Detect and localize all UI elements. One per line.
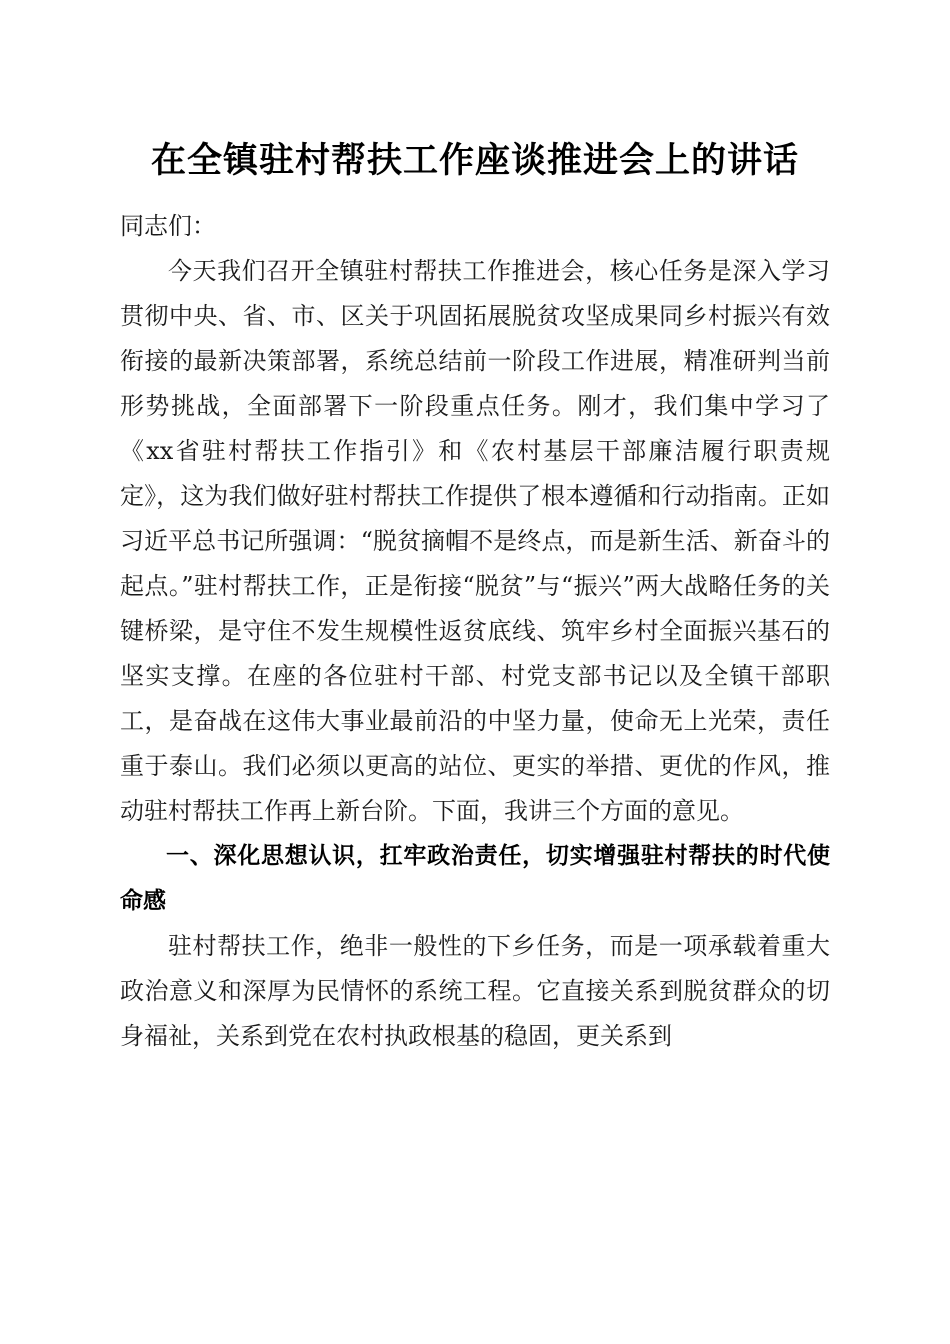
salutation: 同志们： xyxy=(120,212,216,240)
document-body xyxy=(120,204,830,1059)
intro-paragraph: 今天我们召开全镇驻村帮扶工作推进会，核心任务是深入学习贯彻中央、省、市、区关于巩固拓展脱贫攻坚成果同乡村振兴有效衔接的最新决策部署，系统总结前一阶段工作进展，精准研判当前形势挑战，全面部署下一阶段重点任务。刚才，我们集中学习了《xx省驻村帮扶工作指引》和《农村基层干部廉洁履行职责规定》，这为我们做好驻村帮扶工作提供了根本遵循和行动指南。正如习近平总书记所强调：“脱贫摘帽不是终点，而是新生活、新奋斗的起点。”驻村帮扶工作，正是衔接“脱贫”与“振兴”两大战略任务的关键桥梁，是守住不发生规模性返贫底线、筑牢乡村全面振兴基石的坚实支撑。在座的各位驻村干部、村党支部书记以及全镇干部职工，是奋战在这伟大事业最前沿的中坚力量，使命无上光荣，责任重于泰山。我们必须以更高的站位、更实的举措、更优的作风，推动驻村帮扶工作再上新台阶。下面，我讲三个方面的意见。 xyxy=(120,257,830,825)
document-title: 在全镇驻村帮扶工作座谈推进会上的讲话 xyxy=(150,141,799,181)
section-one-heading: 一、深化思想认识，扛牢政治责任，切实增强驻村帮扶的时代使命感 xyxy=(120,843,830,914)
section-one-paragraph: 驻村帮扶工作，绝非一般性的下乡任务，而是一项承载着重大政治意义和深厚为民情怀的系统工程。它直接关系到脱贫群众的切身福祉，关系到党在农村执政根基的稳固，更关系到 xyxy=(120,932,830,1050)
